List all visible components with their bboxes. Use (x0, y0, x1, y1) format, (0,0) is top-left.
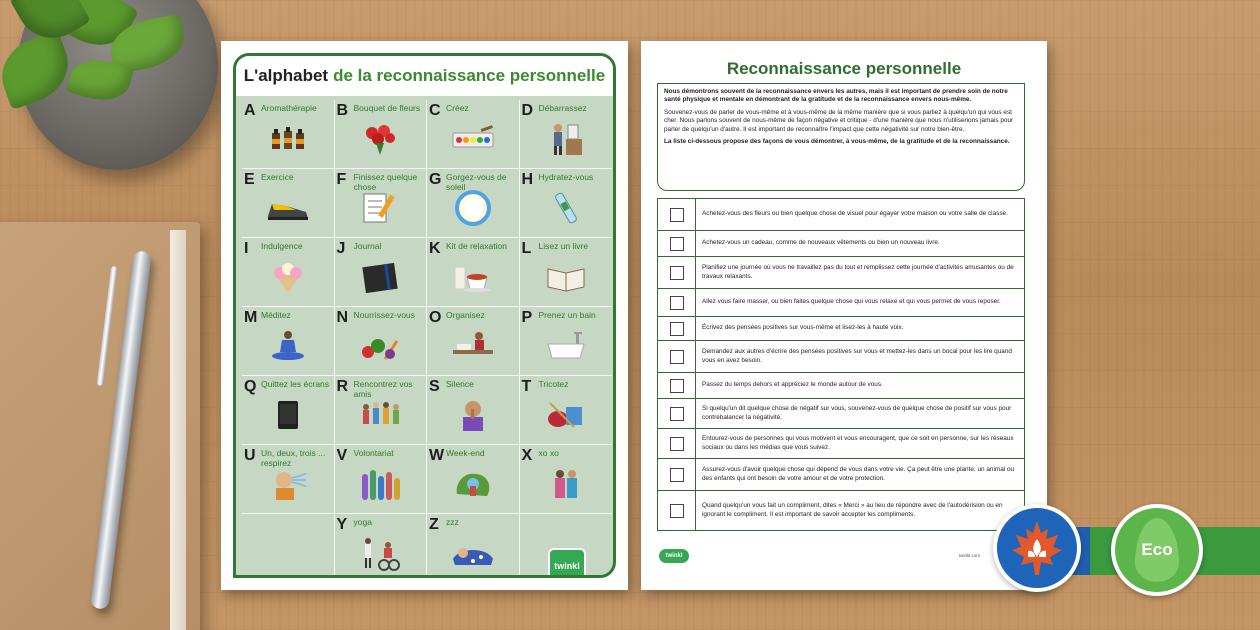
paint-palette-icon (451, 121, 495, 162)
alphabet-word: Gorgez-vous de soleil (446, 172, 507, 192)
alphabet-word: Bouquet de fleurs (353, 103, 421, 113)
raised-hands-icon (358, 466, 402, 507)
alphabet-word: Quittez les écrans (261, 379, 330, 389)
checklist-row (657, 317, 1025, 341)
checklist-row (657, 429, 1025, 459)
intro-paragraph-1: Nous démontrons souvent de la reconnaissance envers les autres, mais il est important de prendre soin de notre santé physique et mentale en démontrant de la gratitude et de la reconnaissance envers nous-même. (664, 88, 1008, 104)
alphabet-word: Rencontrez vos amis (353, 379, 413, 399)
alphabet-cell-q (242, 376, 335, 445)
alphabet-letter: O (429, 309, 442, 326)
running-shoe-icon (266, 190, 310, 231)
checkbox[interactable] (670, 407, 684, 421)
phone-screen-icon (266, 397, 310, 438)
sun-icon (451, 190, 495, 231)
alphabet-letter: E (244, 171, 255, 188)
alphabet-letter: C (429, 102, 441, 119)
alphabet-cell-m (242, 307, 335, 376)
alphabet-letter: P (521, 309, 533, 326)
alphabet-letter: V (336, 447, 348, 464)
alphabet-letter: M (244, 309, 258, 326)
alphabet-cell-j (335, 238, 428, 307)
alphabet-letter: R (336, 378, 349, 395)
quebec-badge (993, 504, 1081, 592)
checkbox[interactable] (670, 379, 684, 393)
water-bottle-icon (544, 190, 588, 231)
sheet-twinkl-logo: twinkl (659, 549, 689, 563)
checkbox-cell (658, 199, 696, 230)
fleur-de-lis-icon (1006, 517, 1068, 579)
alphabet-cell-v (335, 445, 428, 514)
checklist-item-text: Quand quelqu'un vous fait un compliment, dites « Merci » au lieu de répondre avec de l'autodérision ou en ignorant le compliment. Il est important de savoir accepter les compliments. (702, 502, 1003, 518)
checkbox-cell (658, 429, 696, 458)
checklist-table (657, 198, 1025, 531)
checkbox[interactable] (670, 350, 684, 364)
checklist-item-text: Achetez-vous un cadeau, comme de nouveaux vêtements ou bien un nouveau livre. (702, 239, 940, 247)
checkbox[interactable] (670, 437, 684, 451)
outdoor-scene-icon (451, 466, 495, 507)
checkbox-cell (658, 289, 696, 316)
alphabet-letter: F (336, 171, 347, 188)
alphabet-word: Un, deux, trois ... respirez (261, 448, 326, 468)
poster-title (236, 56, 613, 96)
checklist-item-text: Entourez-vous de personnes qui vous motivent et vous encouragent, que ce soit en personne, sur les réseaux sociaux ou dans les médias que vous suivez. (702, 435, 1014, 451)
hugging-people-icon (544, 466, 588, 507)
alphabet-letter: T (521, 378, 532, 395)
checklist-row (657, 199, 1025, 231)
checklist-item-text: Demandez aux autres d'écrire des pensées positives sur vous et mettez-les dans un bocal pour les lire quand vous en avez besoin. (702, 348, 1012, 364)
alphabet-cell-d (520, 100, 613, 169)
knitting-icon (544, 397, 588, 438)
checkbox-cell (658, 373, 696, 398)
checklist-row (657, 257, 1025, 289)
vegetables-icon (358, 328, 402, 369)
checklist-row (657, 373, 1025, 399)
checkbox-cell (658, 399, 696, 428)
checkbox[interactable] (670, 504, 684, 518)
checkbox-cell (658, 341, 696, 372)
checkbox-cell (658, 459, 696, 490)
alphabet-cell-y (335, 514, 428, 578)
alphabet-cell-f (335, 169, 428, 238)
person-at-desk-icon (451, 328, 495, 369)
notebook-pages (170, 230, 186, 630)
alphabet-letter: L (521, 240, 532, 257)
alphabet-cell-u (242, 445, 335, 514)
eco-label: Eco (1141, 540, 1173, 559)
alphabet-cell-x (520, 445, 613, 514)
alphabet-letter: Y (336, 516, 348, 533)
alphabet-word: yoga (353, 517, 372, 527)
checklist-item-text: Si quelqu'un dit quelque chose de négatif sur vous, souvenez-vous de quelque chose de positif sur vous pour contrebalancer la négativité. (702, 405, 1012, 421)
ice-cream-icon (266, 259, 310, 300)
alphabet-cell-c (427, 100, 520, 169)
alphabet-letter: B (336, 102, 349, 119)
breathing-person-icon (266, 466, 310, 507)
notebook-icon (358, 259, 402, 300)
alphabet-cell-h (520, 169, 613, 238)
tea-cup-candle-icon (451, 259, 495, 300)
checkbox-cell (658, 317, 696, 340)
checkbox[interactable] (670, 237, 684, 251)
alphabet-letter: W (429, 447, 445, 464)
twinkl-logo: twinkl (548, 548, 586, 578)
checklist-row (657, 459, 1025, 491)
alphabet-letter: X (521, 447, 533, 464)
checklist-item-text: Écrivez des pensées positives sur vous-même et lisez-les à haute voix. (702, 324, 904, 332)
alphabet-word: Méditez (261, 310, 291, 320)
alphabet-word: Hydratez-vous (538, 172, 594, 182)
alphabet-word: Indulgence (261, 241, 303, 251)
alphabet-word: xo xo (538, 448, 559, 458)
alphabet-cell-a (242, 100, 335, 169)
alphabet-letter: D (521, 102, 534, 119)
alphabet-letter: G (429, 171, 442, 188)
sheet-title: Reconnaissance personnelle (726, 59, 962, 78)
meditating-person-icon (266, 328, 310, 369)
alphabet-letter: Z (429, 516, 439, 533)
checkbox-cell (658, 257, 696, 288)
alphabet-word: Lisez un livre (538, 241, 589, 251)
alphabet-letter: S (429, 378, 440, 395)
alphabet-word: Prenez un bain (538, 310, 596, 320)
alphabet-letter: K (429, 240, 441, 257)
checkbox[interactable] (670, 322, 684, 336)
alphabet-word: Nourrissez-vous (353, 310, 415, 320)
alphabet-cell-s (427, 376, 520, 445)
alphabet-word: Silence (446, 379, 474, 389)
poster-title-part1: L'alphabet (243, 66, 329, 85)
checkbox[interactable] (670, 208, 684, 222)
bathtub-icon (544, 328, 588, 369)
checklist-row (657, 341, 1025, 373)
shushing-person-icon (451, 397, 495, 438)
checklist-row (657, 231, 1025, 257)
alphabet-word: Volontariat (353, 448, 394, 458)
eco-badge (1111, 504, 1203, 596)
alphabet-cell-w (427, 445, 520, 514)
checklist-row (657, 289, 1025, 317)
alphabet-letter: A (244, 102, 256, 119)
poster-title-part2: de la reconnaissance personnelle (333, 66, 606, 85)
alphabet-word: Tricotez (538, 379, 569, 389)
checkbox-cell (658, 231, 696, 256)
checklist-item-text: Assurez-vous d'avoir quelque chose qui dépend de vous dans votre vie. Ça peut être une plante, un animal ou des enfants qui ont besoin de votre amour et de votre protection. (702, 466, 1015, 482)
open-book-icon (544, 259, 588, 300)
alphabet-word: Journal (353, 241, 382, 251)
checklist-pencil-icon (358, 190, 402, 231)
alphabet-cell-b (335, 100, 428, 169)
sheet-footer: twinkl.com (959, 553, 981, 558)
alphabet-cell-z (427, 514, 520, 578)
checklist-sheet (641, 41, 1047, 590)
checkbox[interactable] (670, 468, 684, 482)
alphabet-letter: N (336, 309, 349, 326)
alphabet-word: Créez (446, 103, 469, 113)
checklist-item-text: Passez du temps dehors et appréciez le monde autour de vous. (702, 381, 883, 389)
alphabet-grid (242, 100, 612, 578)
checkbox-cell (658, 491, 696, 530)
alphabet-word: Week-end (446, 448, 485, 458)
alphabet-word: Organisez (446, 310, 485, 320)
checklist-item-text: Achetez-vous des fleurs ou bien quelque chose de visuel pour égayer votre maison ou votre salle de classe. (702, 210, 1008, 218)
person-donating-box-icon (544, 121, 588, 162)
group-of-friends-icon (358, 397, 402, 438)
alphabet-letter: U (244, 447, 256, 464)
alphabet-letter: H (521, 171, 534, 188)
alphabet-cell-t (520, 376, 613, 445)
alphabet-cell-g (427, 169, 520, 238)
checklist-row (657, 491, 1025, 531)
alphabet-poster (221, 41, 628, 590)
checklist-row (657, 399, 1025, 429)
alphabet-word: Aromathérapie (261, 103, 317, 113)
alphabet-letter: Q (244, 378, 257, 395)
alphabet-word: Exercice (261, 172, 294, 182)
alphabet-word: Kit de relaxation (446, 241, 507, 251)
flower-bouquet-icon (358, 121, 402, 162)
checkbox[interactable] (670, 296, 684, 310)
checklist-item-text: Allez vous faire masser, ou bien faites quelque chose qui vous relaxe et qui vous permet de vous reposer. (702, 298, 1001, 306)
alphabet-cell-l (520, 238, 613, 307)
alphabet-cell-r (335, 376, 428, 445)
essential-oil-bottles-icon (266, 121, 310, 162)
sleeping-person-icon (451, 535, 495, 576)
alphabet-cell-empty (242, 514, 335, 578)
alphabet-letter: J (336, 240, 346, 257)
alphabet-word: zzz (446, 517, 459, 527)
alphabet-cell-i (242, 238, 335, 307)
checkbox[interactable] (670, 266, 684, 280)
alphabet-word: Débarrassez (538, 103, 587, 113)
alphabet-cell-o (427, 307, 520, 376)
alphabet-cell-p (520, 307, 613, 376)
poster-frame (233, 53, 616, 578)
intro-paragraph-2: Souvenez-vous de parler de vous-même et à vous-même de la même manière que si vous parliez à quelqu'un qui vous est cher. Nous parlons souvent de nous-même de façon négative et critique - d'une manière que nous n'utiliserions jamais pour parler de quelqu'un d'autre. Il est important de reconnaître l'impact que cette négativité sur notre bien-être. (664, 108, 1014, 133)
alphabet-letter: I (244, 240, 249, 257)
checklist-item-text: Planifiez une journée où vous ne travaillez pas du tout et remplissez cette journée d'activités amusantes ou de travaux relaxants. (702, 264, 1014, 280)
alphabet-cell-n (335, 307, 428, 376)
yoga-people-icon (358, 535, 402, 576)
alphabet-word: Finissez quelque chose (353, 172, 418, 192)
alphabet-cell-k (427, 238, 520, 307)
intro-paragraph-3: La liste ci-dessous propose des façons de vous démontrer, à vous-même, de la gratitude et de la reconnaissance. (664, 138, 1010, 146)
intro-box (657, 83, 1025, 191)
alphabet-cell-e (242, 169, 335, 238)
